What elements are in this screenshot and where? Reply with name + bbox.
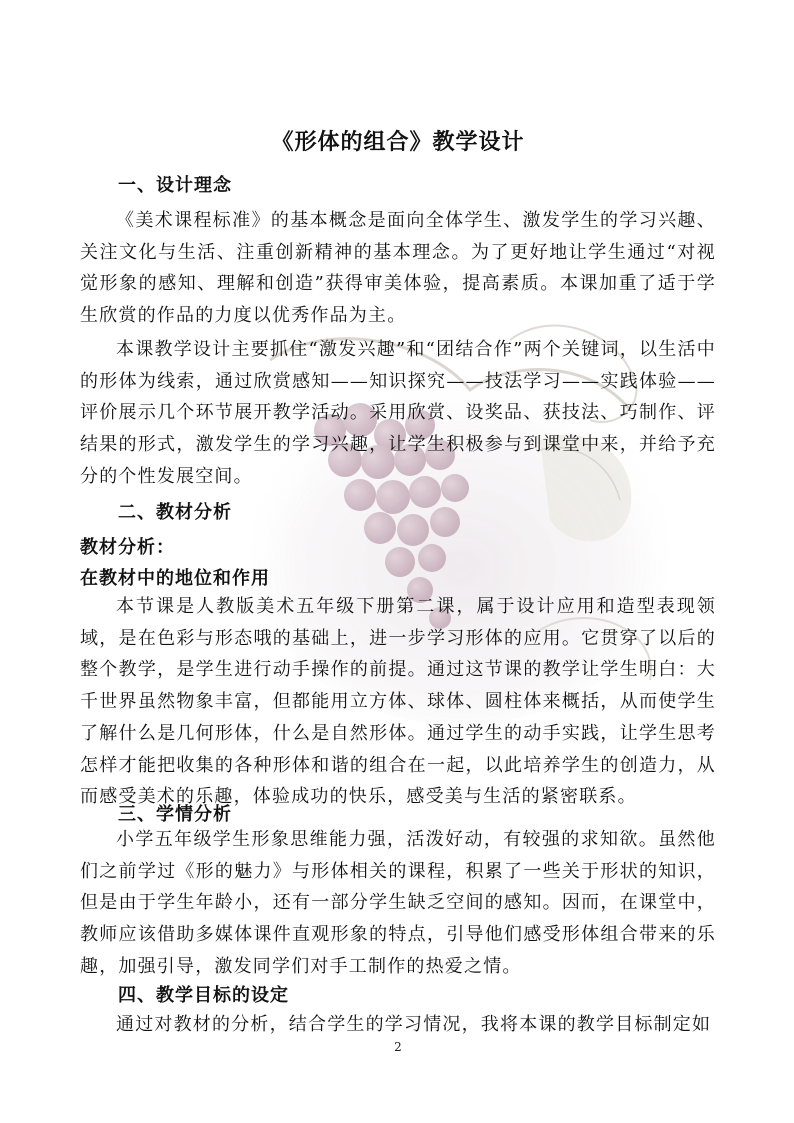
section-1-paragraph-1: 《美术课程标准》的基本概念是面向全体学生、激发学生的学习兴趣、关注文化与生活、注重创新精神的基本理念。为了更好地让学生通过“对视觉形象的感知、理解和创造”获得审美体验，提高素质。本课加重了适于学生欣赏的作品的力度以优秀作品为主。 [80, 210, 716, 327]
section-2-heading: 二、教材分析 [118, 502, 232, 523]
section-4-paragraph-1: 通过对教材的分析，结合学生的学习情况，我将本课的教学目标制定如 [116, 1014, 712, 1035]
section-1-heading: 一、设计理念 [118, 175, 232, 196]
document-title: 《形体的组合》教学设计 [271, 129, 525, 155]
section-2-paragraph-1: 本节课是人教版美术五年级下册第二课，属于设计应用和造型表现领域，是在色彩与形态哦的基础上，进一步学习形体的应用。它贯穿了以后的整个教学，是学生进行动手操作的前提。通过这节课的教学让学生明白：大千世界虽然物象丰富，但都能用立方体、球体、圆柱体来概括，从而使学生了解什么是几何形体，什么是自然形体。通过学生的动手实践，让学生思考怎样才能把收集的各种形体和谐的组合在一起，以此培养学生的创造力，从而感受美术的乐趣，体验成功的快乐，感受美与生活的紧密联系。 [80, 596, 716, 808]
page-number: 2 [394, 1040, 402, 1054]
section-1-paragraph-2: 本课教学设计主要抓住“激发兴趣”和“团结合作”两个关键词，以生活中的形体为线索，通过欣赏感知——知识探究——技法学习——实践体验——评价展示几个环节展开教学活动。采用欣赏、设奖品、获技法、巧制作、评结果的形式，激发学生的学习兴趣，让学生积极参与到课堂中来，并给予充分的个性发展空间。 [80, 339, 716, 487]
section-4-heading: 四、教学目标的设定 [118, 985, 289, 1006]
section-3-paragraph-1: 小学五年级学生形象思维能力强，活泼好动，有较强的求知欲。虽然他们之前学过《形的魅力》与形体相关的课程，积累了一些关于形状的知识，但是由于学生年龄小，还有一部分学生缺乏空间的感知。因而，在课堂中，教师应该借助多媒体课件直观形象的特点，引导他们感受形体组合带来的乐趣，加强引导，激发同学们对手工制作的热爱之情。 [80, 829, 716, 977]
section-2-subheading-role: 在教材中的地位和作用 [80, 568, 270, 589]
document-page [80, 0, 716, 1123]
section-3-heading: 三、学情分析 [118, 804, 232, 825]
section-2-subheading-analysis: 教材分析： [80, 537, 175, 558]
